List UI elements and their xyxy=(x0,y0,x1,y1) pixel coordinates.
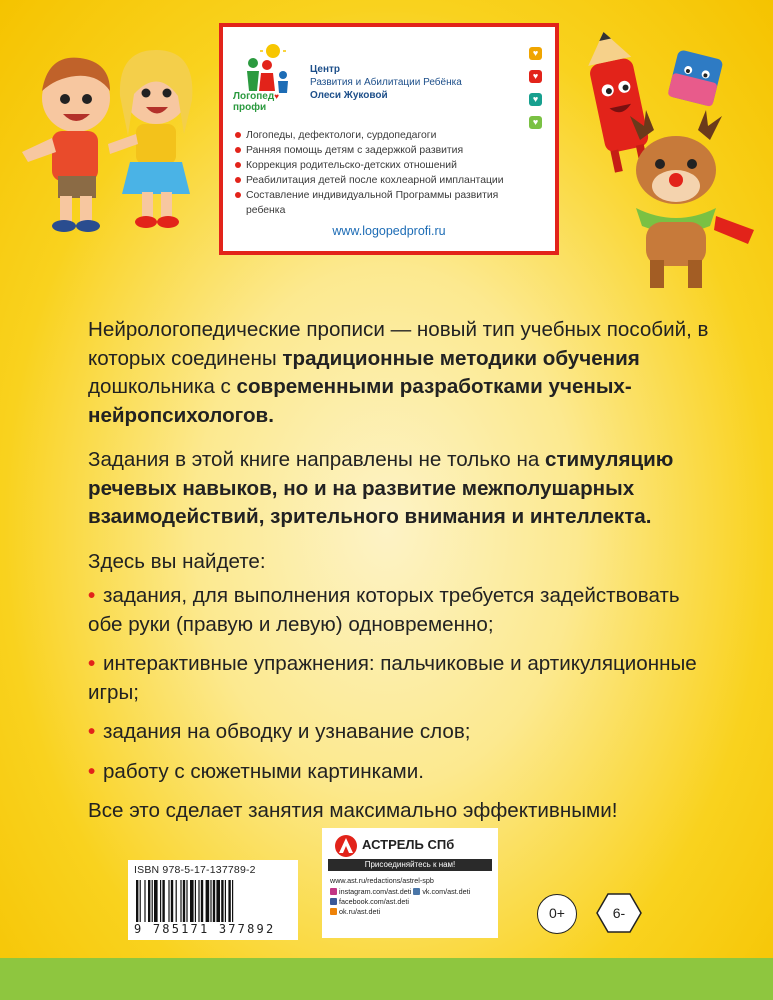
publisher-url[interactable]: www.ast.ru/redactions/astrel-spb xyxy=(330,876,434,885)
barcode-icon xyxy=(136,880,288,922)
services-list-item: Реабилитация детей после кохлеарной имплантации xyxy=(235,173,535,188)
mascots-illustration xyxy=(560,30,770,300)
barcode-bar xyxy=(154,880,158,922)
social-links xyxy=(330,887,490,917)
isbn-label: ISBN 978-5-17-137789-2 xyxy=(134,864,256,876)
ok-link[interactable]: ok.ru/ast.deti xyxy=(339,907,381,916)
green-heart-icon: ♥ xyxy=(529,116,542,129)
p2-bold-1: стимуляцию речевых навыков, но и на развитие межполушарных взаимодействий, зрительного внимания и интеллекта. xyxy=(88,448,674,528)
features-list-item-text: работу с сюжетными картинками. xyxy=(102,759,424,783)
red-heart-icon: ♥ xyxy=(529,70,542,83)
teal-heart-icon: ♥ xyxy=(529,93,542,106)
center-title-line-1: Центр xyxy=(310,64,341,75)
p1-bold-1: традиционные методики обучения xyxy=(282,346,640,370)
barcode-bar xyxy=(228,880,230,922)
p1-bold-2: современными разработками ученых-нейропсихологов. xyxy=(88,375,632,427)
book-description xyxy=(88,316,713,842)
instagram-icon xyxy=(330,888,337,895)
instagram-link[interactable]: instagram.com/ast.deti xyxy=(339,887,412,896)
publisher-name: АСТРЕЛЬ СПб xyxy=(362,837,455,852)
bullet-icon: • xyxy=(88,584,96,607)
barcode-bar xyxy=(152,880,153,922)
kids-illustration xyxy=(18,36,208,236)
barcode-bar xyxy=(136,880,138,922)
hearts-column xyxy=(529,47,543,139)
vk-link[interactable]: vk.com/ast.deti xyxy=(422,887,471,896)
barcode-bar xyxy=(171,880,173,922)
barcode-bar xyxy=(225,880,226,922)
orange-heart-icon: ♥ xyxy=(529,47,542,60)
barcode-bar xyxy=(210,880,211,922)
facebook-icon xyxy=(330,898,337,905)
p2-text-1: Задания в этой книге направлены не только на xyxy=(88,448,546,471)
barcode-bar xyxy=(190,880,194,922)
center-title-line-3: Олеси Жуковой xyxy=(310,90,388,101)
barcode-bar xyxy=(198,880,199,922)
bullet-icon: • xyxy=(88,720,96,743)
facebook-link[interactable]: facebook.com/ast.deti xyxy=(339,897,409,906)
isbn-digits: 9 785171 377892 xyxy=(134,922,276,936)
barcode-bar xyxy=(186,880,187,922)
barcode-bar xyxy=(195,880,196,922)
vk-icon xyxy=(413,888,420,895)
closing-statement: Все это сделает занятия максимально эффективными! xyxy=(88,799,618,822)
barcode-bar xyxy=(162,880,164,922)
barcode-bar xyxy=(213,880,215,922)
barcode-bar xyxy=(176,880,177,922)
barcode-bar xyxy=(206,880,210,922)
barcode-bar xyxy=(180,880,181,922)
services-list-item: Логопеды, дефектологи, сурдопедагоги xyxy=(235,128,535,143)
logo-wordmark xyxy=(233,91,313,113)
features-list-item xyxy=(88,650,713,707)
publisher-block xyxy=(322,828,498,938)
barcode-bar xyxy=(221,880,223,922)
features-list-item-text: задания, для выполнения которых требуется задействовать обе руки (правую и левую) одновременно; xyxy=(88,584,680,636)
barcode-bar xyxy=(160,880,161,922)
barcode-bar xyxy=(201,880,203,922)
features-list-item xyxy=(88,582,713,639)
barcode-bar xyxy=(232,880,233,922)
logo-text-line-2: профи xyxy=(233,102,267,113)
p1-text-2: дошкольника с xyxy=(88,375,237,398)
barcode-bar xyxy=(168,880,169,922)
services-list-item: Ранняя помощь детям с задержкой развития xyxy=(235,143,535,158)
barcode-bar xyxy=(140,880,141,922)
description-paragraph-2 xyxy=(88,446,713,532)
center-title-line-2: Развития и Абилитации Ребёнка xyxy=(310,77,462,88)
heart-icon: ♥ xyxy=(274,92,279,101)
logo-text-line-1: Логопед xyxy=(233,91,275,102)
services-list-item: Составление индивидуальной Программы развития ребенка xyxy=(235,188,535,218)
bottom-green-strip xyxy=(0,958,773,1000)
features-list-item-text: задания на обводку и узнавание слов; xyxy=(102,720,471,743)
odnoklassniki-icon xyxy=(330,908,337,915)
barcode-bar xyxy=(216,880,220,922)
p1-text-1: Нейрологопедические прописи — новый тип учебных пособий, в которых соединены xyxy=(88,318,709,370)
bullet-icon: • xyxy=(88,652,96,675)
barcode-bar xyxy=(144,880,145,922)
features-list-item-text: интерактивные упражнения: пальчиковые и артикуляционные игры; xyxy=(88,652,697,704)
join-us-banner: Присоединяйтесь к нам! xyxy=(328,859,492,871)
logopedprofi-info-card xyxy=(219,23,559,255)
age-hexagon-label: 6- xyxy=(612,905,626,921)
center-title xyxy=(310,63,462,102)
isbn-barcode-block xyxy=(128,860,298,940)
age-rating-badge: 0+ xyxy=(537,894,577,934)
bullet-icon: • xyxy=(88,759,96,783)
astrel-logo-icon xyxy=(334,834,358,858)
services-list-item: Коррекция родительско-детских отношений xyxy=(235,158,535,173)
bullets-intro: Здесь вы найдете: xyxy=(88,549,266,573)
services-list xyxy=(235,128,535,218)
barcode-bar xyxy=(148,880,150,922)
features-list-item xyxy=(88,718,713,747)
description-paragraph-1 xyxy=(88,316,713,430)
website-link[interactable]: www.logopedprofi.ru xyxy=(332,224,446,238)
barcode-bar xyxy=(183,880,185,922)
features-list xyxy=(88,582,713,786)
features-list-item xyxy=(88,758,713,787)
